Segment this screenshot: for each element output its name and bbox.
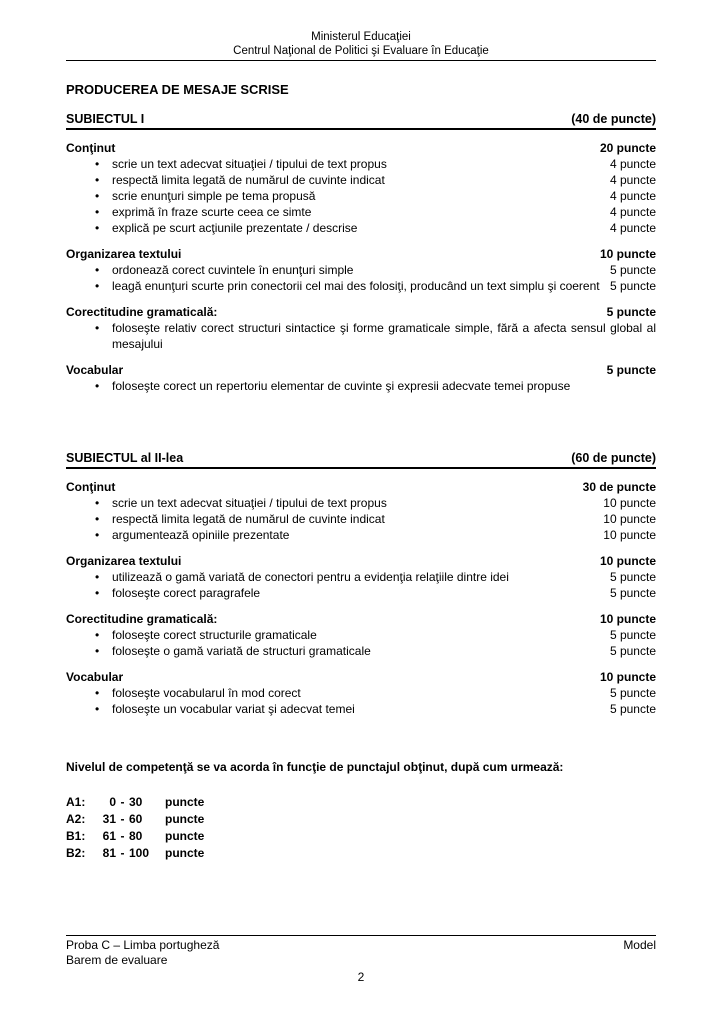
criterion-item (66, 569, 656, 585)
bullet-icon: • (95, 189, 100, 203)
criterion-item (66, 643, 656, 659)
criterion-item (66, 220, 656, 236)
document-header (66, 0, 656, 61)
criterion-text: explică pe scurt acţiunile prezentate / descrise (112, 221, 358, 235)
section-name: Conţinut (66, 480, 116, 494)
level-range-separator: - (120, 795, 125, 809)
criterion-points: 5 puncte (609, 279, 656, 293)
criterion-text: foloseşte relativ corect structuri sintactice şi forme gramaticale simple, fără a afecta sensul global al mesajului (112, 321, 656, 351)
section-name: Corectitudine gramaticală: (66, 305, 218, 319)
criterion-item (66, 495, 656, 511)
level-label: A2: (66, 812, 86, 826)
section-points: 30 de puncte (582, 480, 656, 494)
criterion-item (66, 172, 656, 188)
level-range-to: 60 (129, 812, 143, 826)
section-points: 10 puncte (599, 247, 656, 261)
document-footer (66, 935, 656, 985)
bullet-icon: • (95, 702, 100, 716)
section-name: Conţinut (66, 141, 116, 155)
bullet-icon: • (95, 205, 100, 219)
section-points: 10 puncte (599, 670, 656, 684)
criterion-item (66, 204, 656, 220)
criterion-text: scrie enunţuri simple pe tema propusă (112, 189, 316, 203)
criterion-text: foloseşte corect un repertoriu elementar de cuvinte şi expresii adecvate temei propuse (112, 379, 571, 393)
criterion-points: 4 puncte (609, 189, 656, 203)
criterion-points: 5 puncte (609, 570, 656, 584)
level-range-separator: - (120, 829, 125, 843)
section-name: Vocabular (66, 363, 124, 377)
subject-1-heading (66, 111, 656, 130)
criterion-item (66, 188, 656, 204)
bullet-icon: • (95, 686, 100, 700)
section-points: 20 puncte (599, 141, 656, 155)
bullet-icon: • (95, 379, 100, 393)
criterion-text: scrie un text adecvat situaţiei / tipului de text propus (112, 157, 387, 171)
level-row-b1 (66, 828, 656, 845)
criterion-points: 10 puncte (603, 528, 656, 542)
section-corectitudine-1 (66, 304, 656, 352)
criterion-item (66, 627, 656, 643)
level-range-from: 61 (102, 829, 116, 843)
level-unit: puncte (165, 812, 205, 826)
bullet-icon: • (95, 263, 100, 277)
level-range-separator: - (120, 812, 125, 826)
level-range-from: 81 (102, 846, 116, 860)
subject-2 (66, 450, 656, 717)
level-unit: puncte (165, 829, 205, 843)
criterion-item (66, 585, 656, 601)
footer-exam-name: Proba C – Limba portugheză (66, 938, 220, 952)
criterion-points: 10 puncte (603, 496, 656, 510)
section-name: Organizarea textului (66, 554, 182, 568)
bullet-icon: • (95, 528, 100, 542)
competence-level-note: Nivelul de competenţă se va acorda în funcţie de punctajul obţinut, după cum urmează: (66, 760, 564, 774)
bullet-icon: • (95, 321, 100, 335)
criterion-text: exprimă în fraze scurte ceea ce simte (112, 205, 312, 219)
criterion-item (66, 156, 656, 172)
criterion-points: 4 puncte (609, 157, 656, 171)
level-range-to: 30 (129, 795, 143, 809)
section-name: Organizarea textului (66, 247, 182, 261)
center-name: Centrul Naţional de Politici şi Evaluare în Educaţie (233, 45, 489, 57)
section-points: 10 puncte (599, 612, 656, 626)
subject-points: (40 de puncte) (571, 112, 656, 126)
criterion-text: foloseşte o gamă variată de structuri gramaticale (112, 644, 371, 658)
section-corectitudine-2 (66, 611, 656, 659)
criterion-points: 4 puncte (609, 205, 656, 219)
bullet-icon: • (95, 586, 100, 600)
criterion-points: 5 puncte (609, 702, 656, 716)
section-points: 5 puncte (606, 305, 656, 319)
criterion-text: respectă limita legată de numărul de cuvinte indicat (112, 173, 385, 187)
criterion-item (66, 378, 656, 394)
subject-1 (66, 111, 656, 394)
criterion-points: 5 puncte (609, 586, 656, 600)
level-range-to: 100 (129, 846, 150, 860)
level-range-from: 0 (109, 795, 116, 809)
bullet-icon: • (95, 644, 100, 658)
bullet-icon: • (95, 628, 100, 642)
level-label: B1: (66, 829, 86, 843)
bullet-icon: • (95, 157, 100, 171)
criterion-text: ordonează corect cuvintele în enunţuri simple (112, 263, 354, 277)
level-label: A1: (66, 795, 86, 809)
level-row-a1 (66, 794, 656, 811)
criterion-item (66, 527, 656, 543)
bullet-icon: • (95, 512, 100, 526)
criterion-points: 10 puncte (603, 512, 656, 526)
subject-points: (60 de puncte) (571, 451, 656, 465)
section-name: Corectitudine gramaticală: (66, 612, 218, 626)
criterion-points: 4 puncte (609, 221, 656, 235)
bullet-icon: • (95, 173, 100, 187)
criterion-points: 4 puncte (609, 173, 656, 187)
footer-model-label: Model (623, 938, 656, 952)
level-row-a2 (66, 811, 656, 828)
section-vocabular-2 (66, 669, 656, 717)
footer-document-type: Barem de evaluare (66, 953, 168, 967)
subject-title: SUBIECTUL I (66, 112, 145, 126)
subject-title: SUBIECTUL al II-lea (66, 451, 184, 465)
page-number: 2 (357, 970, 365, 984)
criterion-item (66, 278, 656, 294)
criterion-item (66, 511, 656, 527)
section-points: 5 puncte (606, 363, 656, 377)
bullet-icon: • (95, 570, 100, 584)
criterion-text: foloseşte un vocabular variat şi adecvat temei (112, 702, 355, 716)
bullet-icon: • (95, 221, 100, 235)
level-unit: puncte (165, 795, 205, 809)
section-name: Vocabular (66, 670, 124, 684)
bullet-icon: • (95, 496, 100, 510)
bullet-icon: • (95, 279, 100, 293)
criterion-item (66, 320, 656, 352)
criterion-text: foloseşte corect paragrafele (112, 586, 261, 600)
criterion-points: 5 puncte (609, 628, 656, 642)
criterion-points: 5 puncte (609, 686, 656, 700)
criterion-text: leagă enunţuri scurte prin conectorii cel mai des folosiţi, producând un text simplu şi coerent (112, 279, 600, 293)
level-row-b2 (66, 845, 656, 862)
criterion-text: utilizează o gamă variată de conectori pentru a evidenţia relaţiile dintre idei (112, 570, 509, 584)
criterion-text: argumentează opiniile prezentate (112, 528, 290, 542)
level-unit: puncte (165, 846, 205, 860)
section-organizarea-2 (66, 553, 656, 601)
section-points: 10 puncte (599, 554, 656, 568)
criterion-points: 5 puncte (609, 644, 656, 658)
criterion-item (66, 685, 656, 701)
level-range-separator: - (120, 846, 125, 860)
competence-level-table (66, 794, 656, 862)
subject-2-heading (66, 450, 656, 469)
section-continut-2 (66, 479, 656, 543)
criterion-item (66, 701, 656, 717)
criterion-text: respectă limita legată de numărul de cuvinte indicat (112, 512, 385, 526)
criterion-item (66, 262, 656, 278)
criterion-text: foloseşte vocabularul în mod corect (112, 686, 301, 700)
criterion-text: foloseşte corect structurile gramaticale (112, 628, 317, 642)
criterion-text: scrie un text adecvat situaţiei / tipului de text propus (112, 496, 387, 510)
criterion-points: 5 puncte (609, 263, 656, 277)
ministry-name: Ministerul Educaţiei (311, 31, 411, 43)
level-label: B2: (66, 846, 86, 860)
level-range-from: 31 (102, 812, 116, 826)
level-range-to: 80 (129, 829, 143, 843)
page-title: PRODUCEREA DE MESAJE SCRISE (66, 82, 289, 97)
section-continut-1 (66, 140, 656, 236)
section-vocabular-1 (66, 362, 656, 394)
section-organizarea-1 (66, 246, 656, 294)
